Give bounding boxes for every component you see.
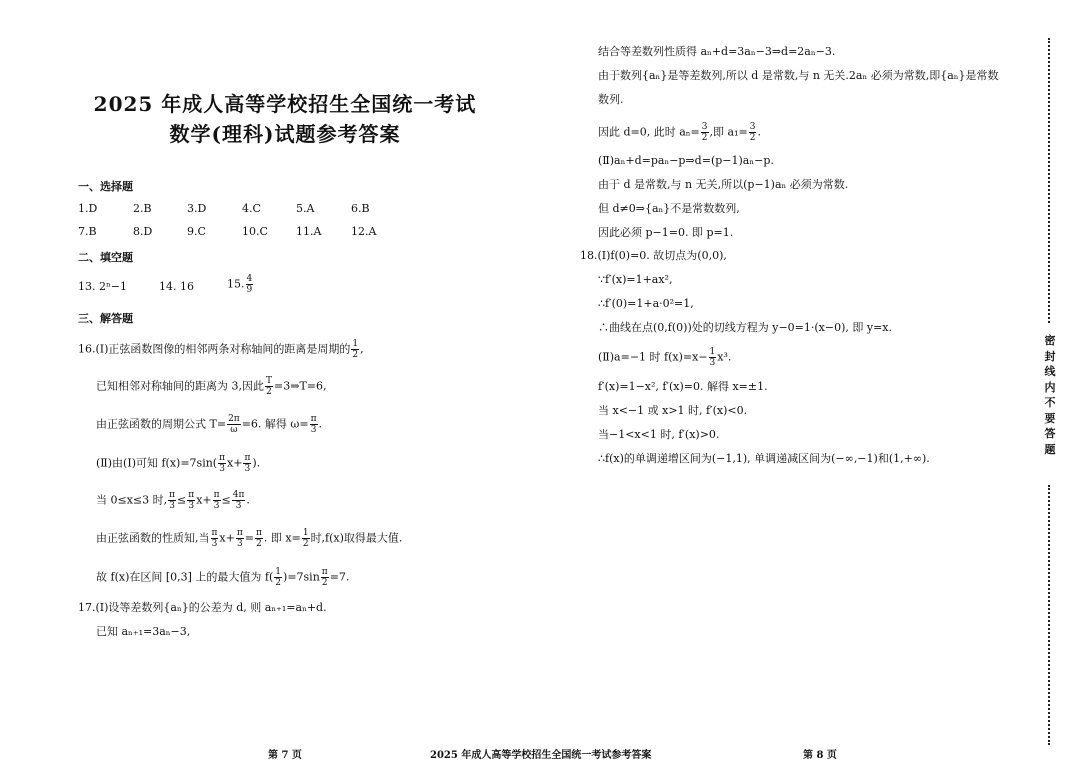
choice-answer: 10.C — [242, 225, 268, 238]
document-title-line1: 2025 年成人高等学校招生全国统一考试 — [93, 92, 477, 116]
q17-line: 由于数列{aₙ}是等差数列,所以 d 是常数,与 n 无关.2aₙ 必须为常数,即{aₙ}是常数 — [598, 69, 999, 82]
q18-line: f′(x)=1−x², f′(x)=0. 解得 x=±1. — [598, 380, 768, 393]
fraction: $\frac{\pi}{3}$ — [169, 490, 176, 511]
q17-line: 因此必须 p−1=0. 即 p=1. — [598, 226, 734, 239]
choice-answer: 11.A — [296, 225, 322, 238]
fraction: $\frac{1}{3}$ — [709, 347, 716, 368]
q18-line: 当 x<−1 或 x>1 时, f′(x)<0. — [598, 404, 748, 417]
fraction: $\frac{\pi}{3}$ — [236, 528, 243, 549]
q17-line: 数列. — [598, 93, 624, 106]
choice-answer: 2.B — [133, 202, 152, 215]
q18-line: ∴曲线在点(0,f(0))处的切线方程为 y−0=1·(x−0), 即 y=x. — [598, 321, 892, 334]
q18-line: ∵f′(x)=1+ax², — [598, 273, 673, 286]
fraction: $\frac{\pi}{3}$ — [310, 414, 317, 435]
q16-line: 由正弦函数的周期公式 T= $\frac{2\pi}{\omega}$ =6. 解得 ω= $\frac{\pi}{3}$ . — [96, 414, 323, 435]
fraction: $\frac{T}{2}$ — [266, 376, 273, 397]
fraction: $\frac{\pi}{3}$ — [188, 490, 195, 511]
fraction: $\frac{\pi}{3}$ — [211, 528, 218, 549]
page-number-left: 第 7 页 — [268, 750, 302, 761]
choice-answer: 5.A — [296, 202, 315, 215]
choice-answer: 4.C — [242, 202, 261, 215]
q16-line: 故 f(x)在区间 [0,3] 上的最大值为 f( $\frac{1}{2}$ )=7sin $\frac{\pi}{2}$ =7. — [96, 567, 350, 588]
fill-answer-15: 15. $\frac{4}{9}$ — [227, 274, 253, 295]
seal-line-bottom — [1048, 485, 1050, 745]
seal-line-top — [1048, 38, 1050, 323]
fraction: $\frac{\pi}{3}$ — [244, 453, 251, 474]
q16-line: (Ⅱ)由(Ⅰ)可知 f(x)=7sin( $\frac{\pi}{3}$ x+ $\frac{\pi}{3}$ ). — [96, 453, 261, 474]
footer-title: 2025 年成人高等学校招生全国统一考试参考答案 — [430, 750, 652, 761]
choice-answer: 7.B — [78, 225, 97, 238]
q17-line: 17.(Ⅰ)设等差数列{aₙ}的公差为 d, 则 aₙ₊₁=aₙ+d. — [78, 601, 327, 614]
fraction: $\frac{1}{2}$ — [352, 339, 359, 360]
fraction: $\frac{\pi}{3}$ — [219, 453, 226, 474]
q16-line: 已知相邻对称轴间的距离为 3,因此 $\frac{T}{2}$ =3⇒T=6, — [96, 376, 327, 397]
q16-line: 由正弦函数的性质知,当 $\frac{\pi}{3}$ x+ $\frac{\pi}{3}$ = $\frac{\pi}{2}$ . 即 x= $\frac{1}{2}$ 时,f(x)取得最大值. — [96, 528, 403, 549]
fill-answer-14: 14. 16 — [159, 280, 194, 293]
q16-line: 当 0≤x≤3 时, $\frac{\pi}{3}$ ≤ $\frac{\pi}{3}$ x+ $\frac{\pi}{3}$ ≤ $\frac{4\pi}{3}$ . — [96, 490, 250, 511]
choice-answer: 6.B — [351, 202, 370, 215]
q16-line: 16.(Ⅰ)正弦函数图像的相邻两条对称轴间的距离是周期的 $\frac{1}{2}$ , — [78, 339, 364, 360]
choice-answer: 8.D — [133, 225, 153, 238]
q17-line: 结合等差数列性质得 aₙ+d=3aₙ−3⇒d=2aₙ−3. — [598, 45, 836, 58]
q17-line: 已知 aₙ₊₁=3aₙ−3, — [96, 625, 191, 638]
fraction: $\frac{1}{2}$ — [275, 567, 282, 588]
fraction: $\frac{3}{2}$ — [701, 122, 708, 143]
seal-line-notice: 密封线内不要答题 — [1044, 334, 1056, 456]
fraction: $\frac{4\pi}{3}$ — [232, 490, 245, 511]
section-heading-solve: 三、解答题 — [78, 312, 133, 325]
document-title-line2: 数学(理科)试题参考答案 — [169, 122, 401, 146]
q17-line: (Ⅱ)aₙ+d=paₙ−p⇒d=(p−1)aₙ−p. — [598, 154, 774, 167]
fill-answer-13: 13. 2ⁿ−1 — [78, 280, 127, 293]
q17-line: 但 d≠0⇒{aₙ}不是常数数列, — [598, 202, 740, 215]
fraction: $\frac{\pi}{2}$ — [321, 567, 328, 588]
q18-line: (Ⅱ)a=−1 时 f(x)=x− $\frac{1}{3}$ x³. — [598, 347, 732, 368]
q17-line: 由于 d 是常数,与 n 无关,所以(p−1)aₙ 必须为常数. — [598, 178, 849, 191]
choice-answer: 12.A — [351, 225, 377, 238]
choice-answer: 3.D — [187, 202, 207, 215]
q17-line: 因此 d=0, 此时 aₙ= $\frac{3}{2}$ ,即 a₁= $\frac{3}{2}$ . — [598, 122, 761, 143]
choice-answer: 1.D — [78, 202, 98, 215]
fraction: $\frac{2\pi}{\omega}$ — [228, 414, 240, 435]
fraction: $\frac{4}{9}$ — [246, 274, 253, 295]
q18-line: ∴f(x)的单调递增区间为(−1,1), 单调递减区间为(−∞,−1)和(1,+∞). — [598, 452, 930, 465]
fraction: $\frac{1}{2}$ — [302, 528, 309, 549]
q18-line: ∴f′(0)=1+a·0²=1, — [598, 297, 694, 310]
q18-line: 当−1<x<1 时, f′(x)>0. — [598, 428, 720, 441]
fraction: $\frac{\pi}{2}$ — [255, 528, 262, 549]
fraction: $\frac{\pi}{3}$ — [213, 490, 220, 511]
q18-line: 18.(Ⅰ)f(0)=0. 故切点为(0,0), — [580, 249, 727, 262]
section-heading-fill: 二、填空题 — [78, 251, 133, 264]
section-heading-choice: 一、选择题 — [78, 180, 133, 193]
page-number-right: 第 8 页 — [803, 750, 837, 761]
choice-answer: 9.C — [187, 225, 206, 238]
fraction: $\frac{3}{2}$ — [749, 122, 756, 143]
